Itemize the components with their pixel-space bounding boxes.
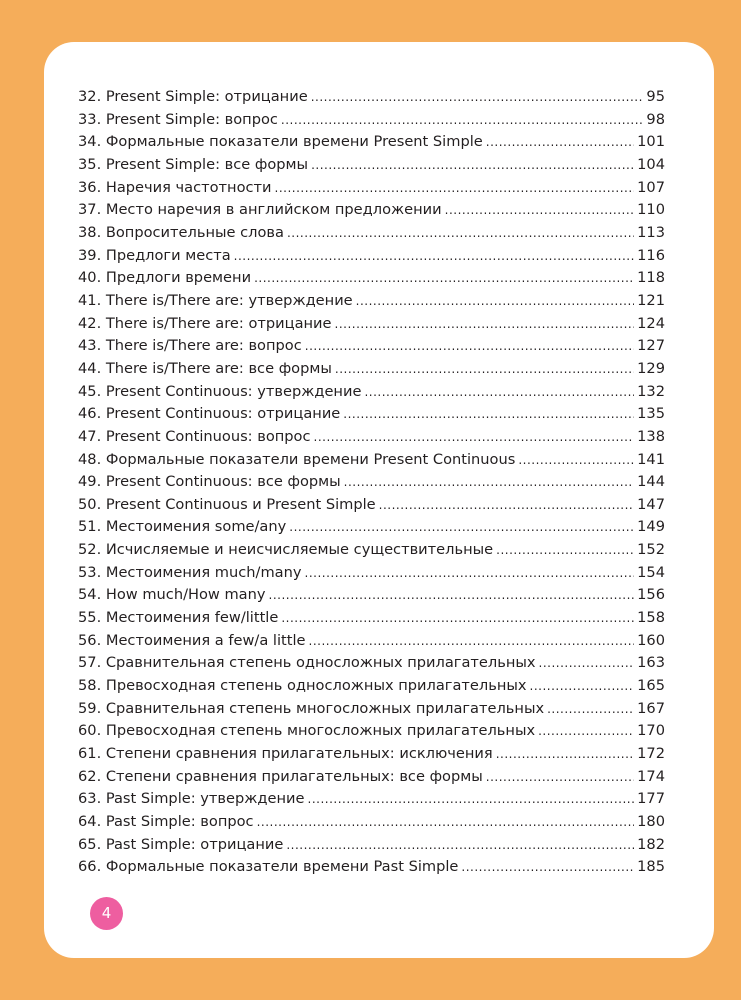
toc-entry-page: 158 [637, 609, 665, 627]
toc-entry[interactable] [78, 337, 665, 360]
toc-entry[interactable] [78, 858, 665, 881]
page-number-badge: 4 [90, 897, 123, 930]
toc-entry[interactable] [78, 201, 665, 224]
toc-entry-title: 61. Степени сравнения прилагательных: исключения [78, 745, 493, 763]
toc-entry[interactable] [78, 564, 665, 587]
toc-entry[interactable] [78, 768, 665, 791]
toc-entry-page: 160 [637, 631, 665, 649]
toc-entry-title: 59. Сравнительная степень многосложных прилагательных [78, 699, 545, 717]
toc-entry-page: 121 [637, 291, 665, 309]
toc-entry-page: 110 [637, 201, 665, 219]
toc-entry-page: 180 [637, 813, 665, 830]
toc-entry[interactable] [78, 541, 665, 564]
table-of-contents [78, 88, 665, 881]
toc-entry-page: 104 [637, 155, 665, 173]
toc-entry-title: 33. Present Simple: вопрос [78, 110, 278, 128]
toc-entry-page: 138 [637, 427, 665, 445]
toc-entry-page: 154 [637, 563, 665, 581]
toc-entry-page: 152 [637, 541, 665, 559]
toc-dot-leader [234, 249, 634, 263]
toc-entry-title: 53. Местоимения much/many [78, 563, 302, 581]
toc-entry[interactable] [78, 632, 665, 655]
toc-entry-title: 52. Исчисляемые и неисчисляемые существительные [78, 541, 494, 559]
toc-entry-title: 66. Формальные показатели времени Past Simple [78, 858, 459, 876]
toc-entry-title: 46. Present Continuous: отрицание [78, 405, 341, 423]
toc-entry-page: 172 [637, 745, 665, 763]
toc-dot-leader [356, 294, 634, 308]
toc-dot-leader [486, 135, 634, 149]
toc-entry-title: 63. Past Simple: утверждение [78, 790, 305, 808]
toc-dot-leader [289, 520, 634, 534]
toc-entry-title: 39. Предлоги места [78, 246, 231, 264]
toc-entry-page: 95 [646, 88, 665, 105]
toc-entry-title: 57. Сравнительная степень односложных прилагательных [78, 654, 536, 672]
toc-entry[interactable] [78, 179, 665, 202]
toc-dot-leader [496, 543, 634, 557]
toc-dot-leader [335, 317, 635, 331]
toc-entry[interactable] [78, 836, 665, 859]
toc-entry-title: 40. Предлоги времени [78, 269, 252, 287]
toc-entry[interactable] [78, 383, 665, 406]
toc-entry-page: 118 [637, 269, 665, 287]
toc-entry-page: 98 [646, 110, 665, 128]
toc-entry[interactable] [78, 156, 665, 179]
toc-entry-title: 60. Превосходная степень многосложных прилагательных [78, 722, 536, 740]
toc-entry-page: 170 [637, 722, 665, 740]
toc-dot-leader [281, 113, 644, 127]
toc-dot-leader [547, 702, 634, 716]
toc-entry[interactable] [78, 224, 665, 247]
toc-entry[interactable] [78, 247, 665, 270]
toc-dot-leader [445, 203, 635, 217]
toc-entry[interactable] [78, 315, 665, 338]
toc-entry-title: 62. Степени сравнения прилагательных: все формы [78, 767, 483, 785]
toc-entry-title: 55. Местоимения few/little [78, 609, 279, 627]
toc-dot-leader [539, 656, 635, 670]
toc-dot-leader [518, 453, 634, 467]
toc-entry-title: 38. Вопросительные слова [78, 223, 284, 241]
toc-entry[interactable] [78, 609, 665, 632]
toc-dot-leader [305, 566, 635, 580]
toc-entry-page: 156 [637, 586, 665, 604]
toc-entry[interactable] [78, 360, 665, 383]
toc-entry-page: 132 [637, 382, 665, 400]
toc-dot-leader [305, 339, 634, 353]
toc-dot-leader [257, 815, 635, 829]
toc-dot-leader [311, 158, 634, 172]
toc-entry-page: 149 [637, 518, 665, 536]
toc-entry-title: 43. There is/There are: вопрос [78, 337, 302, 355]
toc-dot-leader [254, 271, 634, 285]
toc-dot-leader [461, 860, 634, 874]
toc-entry-page: 167 [637, 699, 665, 717]
toc-entry-title: 37. Место наречия в английском предложении [78, 201, 442, 219]
toc-entry-title: 54. How much/How many [78, 586, 266, 604]
toc-entry-page: 135 [637, 405, 665, 423]
toc-entry-page: 182 [637, 835, 665, 853]
toc-dot-leader [530, 679, 635, 693]
toc-entry-page: 101 [637, 133, 665, 151]
toc-entry-title: 41. There is/There are: утверждение [78, 291, 353, 309]
toc-entry[interactable] [78, 677, 665, 700]
toc-entry-title: 36. Наречия частотности [78, 178, 272, 196]
toc-dot-leader [379, 498, 634, 512]
toc-entry-title: 42. There is/There are: отрицание [78, 314, 332, 332]
toc-entry-title: 34. Формальные показатели времени Present Simple [78, 133, 483, 151]
toc-entry-page: 141 [637, 450, 665, 468]
toc-entry-title: 47. Present Continuous: вопрос [78, 427, 311, 445]
toc-dot-leader [364, 385, 634, 399]
toc-entry[interactable] [78, 428, 665, 451]
toc-entry[interactable] [78, 111, 665, 134]
toc-entry[interactable] [78, 269, 665, 292]
toc-entry[interactable] [78, 292, 665, 315]
toc-dot-leader [311, 90, 644, 104]
toc-entry-title: 65. Past Simple: отрицание [78, 835, 284, 853]
toc-entry-page: 116 [637, 246, 665, 264]
toc-dot-leader [287, 226, 634, 240]
toc-entry[interactable] [78, 518, 665, 541]
toc-entry[interactable] [78, 133, 665, 156]
toc-dot-leader [275, 181, 635, 195]
toc-entry-page: 185 [637, 858, 665, 876]
toc-entry-page: 113 [637, 223, 665, 241]
toc-dot-leader [309, 634, 635, 648]
toc-entry[interactable] [78, 586, 665, 609]
toc-entry-title: 32. Present Simple: отрицание [78, 88, 308, 105]
toc-entry-page: 144 [637, 473, 665, 491]
toc-entry-page: 165 [637, 677, 665, 695]
toc-entry[interactable] [78, 88, 665, 111]
toc-entry-page: 174 [637, 767, 665, 785]
toc-dot-leader [496, 747, 634, 761]
toc-entry-page: 163 [637, 654, 665, 672]
toc-entry-title: 51. Местоимения some/any [78, 518, 287, 536]
toc-entry[interactable] [78, 813, 665, 836]
toc-dot-leader [343, 407, 634, 421]
toc-entry-page: 129 [637, 359, 665, 377]
toc-entry-page: 107 [637, 178, 665, 196]
toc-dot-leader [344, 475, 634, 489]
toc-entry-title: 49. Present Continuous: все формы [78, 473, 341, 491]
toc-entry-title: 50. Present Continuous и Present Simple [78, 495, 376, 513]
toc-entry[interactable] [78, 722, 665, 745]
toc-dot-leader [281, 611, 634, 625]
toc-entry-title: 48. Формальные показатели времени Present Continuous [78, 450, 516, 468]
toc-dot-leader [335, 362, 634, 376]
toc-dot-leader [486, 770, 634, 784]
toc-dot-leader [314, 430, 635, 444]
toc-entry[interactable] [78, 654, 665, 677]
toc-entry-page: 124 [637, 314, 665, 332]
toc-entry[interactable] [78, 700, 665, 723]
toc-entry-page: 127 [637, 337, 665, 355]
toc-dot-leader [308, 792, 635, 806]
toc-entry-page: 177 [637, 790, 665, 808]
toc-entry-title: 64. Past Simple: вопрос [78, 813, 254, 830]
toc-entry[interactable] [78, 405, 665, 428]
toc-entry-title: 35. Present Simple: все формы [78, 155, 309, 173]
toc-entry-title: 58. Превосходная степень односложных прилагательных [78, 677, 527, 695]
toc-entry-page: 147 [637, 495, 665, 513]
toc-dot-leader [269, 588, 635, 602]
toc-entry[interactable] [78, 473, 665, 496]
toc-entry[interactable] [78, 745, 665, 768]
toc-dot-leader [538, 724, 634, 738]
toc-dot-leader [286, 838, 634, 852]
toc-entry[interactable] [78, 790, 665, 813]
toc-entry-title: 44. There is/There are: все формы [78, 359, 332, 377]
toc-entry-title: 56. Местоимения a few/a little [78, 631, 306, 649]
toc-entry[interactable] [78, 451, 665, 474]
toc-entry[interactable] [78, 496, 665, 519]
toc-entry-title: 45. Present Continuous: утверждение [78, 382, 362, 400]
